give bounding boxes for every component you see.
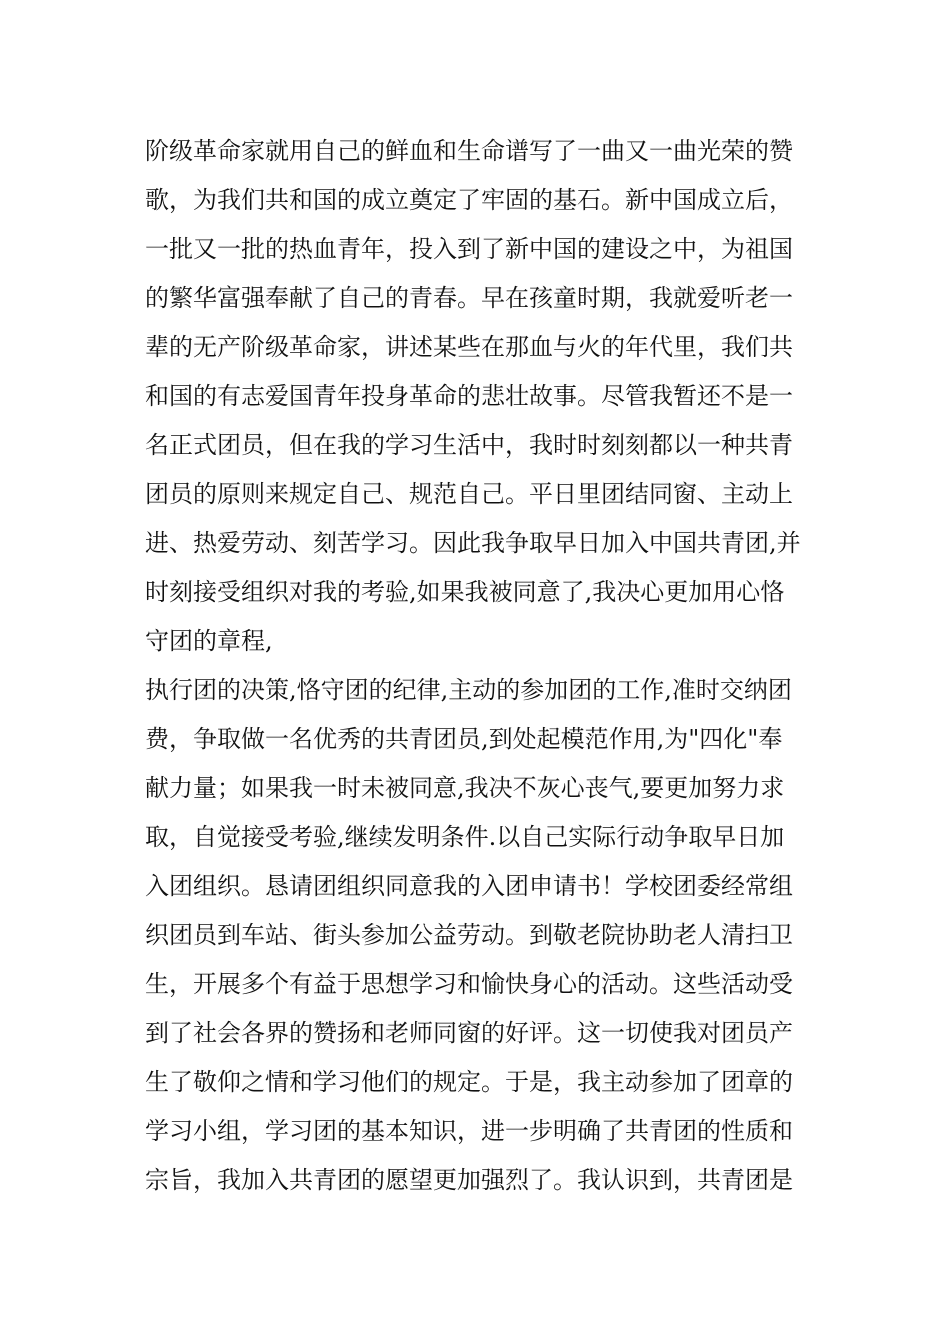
- text-line: 生了敬仰之情和学习他们的规定。于是，我主动参加了团章的: [145, 1068, 793, 1096]
- text-line: 歌，为我们共和国的成立奠定了牢固的基石。新中国成立后，: [145, 186, 793, 214]
- body-text: [145, 127, 805, 1205]
- text-line: 进、热爱劳动、刻苦学习。因此我争取早日加入中国共青团,并: [145, 529, 801, 557]
- text-line: 学习小组，学习团的基本知识，进一步明确了共青团的性质和: [145, 1117, 793, 1145]
- text-line: 一批又一批的热血青年，投入到了新中国的建设之中，为祖国: [145, 235, 793, 263]
- text-line: 时刻接受组织对我的考验,如果我被同意了,我决心更加用心恪: [145, 578, 785, 606]
- text-line: 费，争取做一名优秀的共青团员,到处起模范作用,为"四化"奉: [145, 725, 783, 753]
- text-line: 织团员到车站、街头参加公益劳动。到敬老院协助老人清扫卫: [145, 921, 793, 949]
- text-line: 守团的章程,: [145, 627, 273, 655]
- text-line: 阶级革命家就用自己的鲜血和生命谱写了一曲又一曲光荣的赞: [145, 137, 793, 165]
- text-line: 取，自觉接受考验,继续发明条件.以自己实际行动争取早日加: [145, 823, 785, 851]
- text-line: 和国的有志爱国青年投身革命的悲壮故事。尽管我暂还不是一: [145, 382, 793, 410]
- text-line: 团员的原则来规定自己、规范自己。平日里团结同窗、主动上: [145, 480, 793, 508]
- text-line: 的繁华富强奉献了自己的青春。早在孩童时期，我就爱听老一: [145, 284, 793, 312]
- text-line: 执行团的决策,恪守团的纪律,主动的参加团的工作,准时交纳团: [145, 676, 792, 704]
- text-line: 入团组织。恳请团组织同意我的入团申请书！学校团委经常组: [145, 872, 793, 900]
- text-line: 生，开展多个有益于思想学习和愉快身心的活动。这些活动受: [145, 970, 793, 998]
- text-line: 到了社会各界的赞扬和老师同窗的好评。这一切使我对团员产: [145, 1019, 793, 1047]
- text-line: 宗旨，我加入共青团的愿望更加强烈了。我认识到，共青团是: [145, 1166, 793, 1194]
- text-line: 名正式团员，但在我的学习生活中，我时时刻刻都以一种共青: [145, 431, 793, 459]
- text-line: 辈的无产阶级革命家，讲述某些在那血与火的年代里，我们共: [145, 333, 793, 361]
- text-line: 献力量；如果我一时未被同意,我决不灰心丧气,要更加努力求: [145, 774, 785, 802]
